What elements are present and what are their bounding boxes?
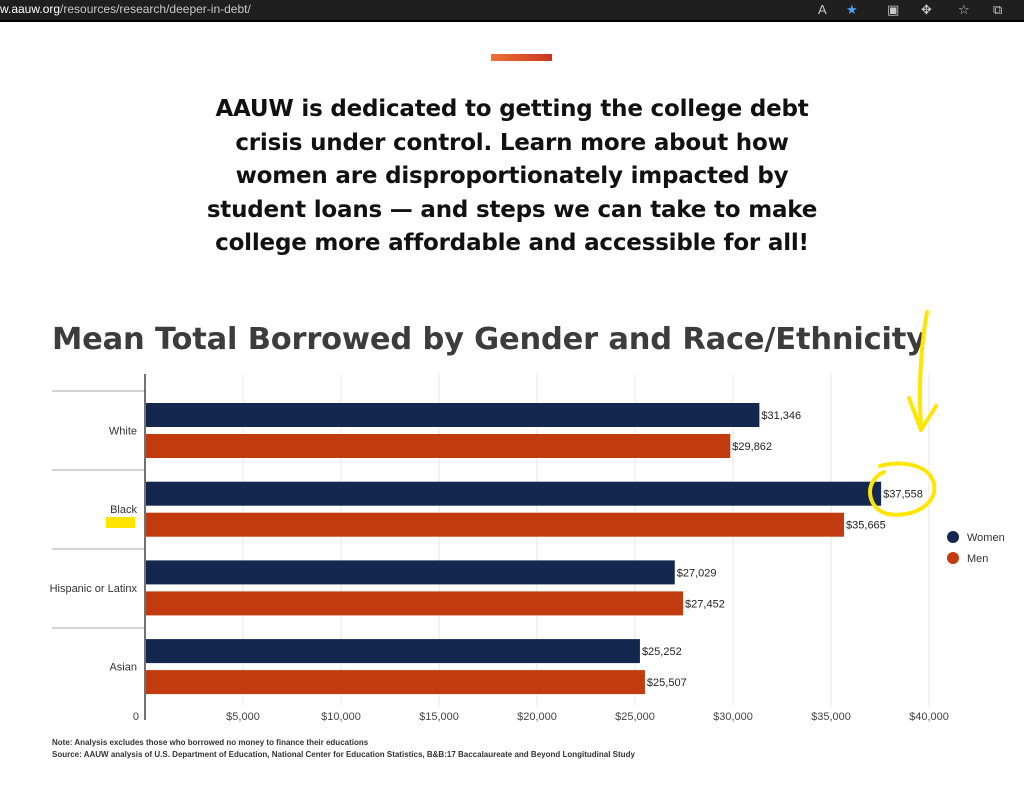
collections-icon[interactable]: ⧉ <box>993 2 1003 17</box>
bar-men <box>146 513 844 537</box>
category-label: Asian <box>109 661 137 674</box>
bar-men <box>146 670 645 694</box>
bar-value-label: $25,252 <box>641 646 682 659</box>
bar-value-label: $27,029 <box>676 567 717 580</box>
favorite-star-icon[interactable]: ★ <box>846 2 858 17</box>
x-tick-label: $40,000 <box>909 711 949 723</box>
chart-note: Note: Analysis excludes those who borrowed no money to finance their educations <box>52 738 369 747</box>
bar-women <box>146 560 675 584</box>
favorites-icon[interactable]: ☆ <box>958 2 970 17</box>
x-tick-label: $35,000 <box>811 711 851 723</box>
x-tick-label: $20,000 <box>517 711 557 723</box>
legend-swatch-men <box>947 552 959 564</box>
bar-value-label: $27,452 <box>685 598 725 611</box>
bar-value-label: $35,665 <box>846 519 886 532</box>
category-label: White <box>108 425 137 438</box>
category-label: Hispanic or Latinx <box>49 582 137 595</box>
bar-value-label: $31,346 <box>761 410 802 422</box>
category-label: Black <box>110 504 137 517</box>
annotation-highlight-mark <box>106 517 135 528</box>
bar-value-label: $29,862 <box>732 441 773 453</box>
url-host: w.aauw.org <box>0 2 61 16</box>
x-tick-label: $10,000 <box>321 711 361 723</box>
annotation-arrow-head <box>909 398 936 430</box>
annotation-arrow-shaft <box>920 312 927 428</box>
legend-swatch-women <box>947 531 959 543</box>
bar-women <box>146 482 881 506</box>
url-path: /resources/research/deeper-in-debt/ <box>60 2 251 16</box>
x-tick-label: $30,000 <box>713 711 753 723</box>
legend-label-women: Women <box>967 532 1005 544</box>
x-tick-label: $25,000 <box>615 711 655 723</box>
chart-title: Mean Total Borrowed by Gender and Race/Ethnicity <box>52 322 926 357</box>
read-aloud-icon[interactable]: A <box>818 2 827 17</box>
x-tick-label: $5,000 <box>226 711 260 723</box>
puzzle-icon[interactable]: ✥ <box>921 2 932 17</box>
bar-women <box>146 639 640 663</box>
chart-footnotes <box>52 737 635 761</box>
intro-text: AAUW is dedicated to getting the college debt crisis under control. Learn more about how women are disproportionately impacted by student loans — and steps we can take to make college more affordable and accessible for all! <box>206 96 818 256</box>
x-tick-label: 0 <box>132 711 139 723</box>
legend-label-men: Men <box>967 553 989 565</box>
bar-men <box>146 591 683 615</box>
bar-value-label: $37,558 <box>883 488 923 501</box>
chart-source: Source: AAUW analysis of U.S. Department of Education, National Center for Education Statistics, B&B:17 Baccalaureate and Beyond Longitudinal Study <box>52 750 635 759</box>
x-tick-label: $15,000 <box>419 711 459 723</box>
extension-icon[interactable]: ▣ <box>887 2 900 17</box>
bar-men <box>146 434 730 458</box>
bar-value-label: $25,507 <box>646 677 687 690</box>
bar-women <box>146 403 759 427</box>
